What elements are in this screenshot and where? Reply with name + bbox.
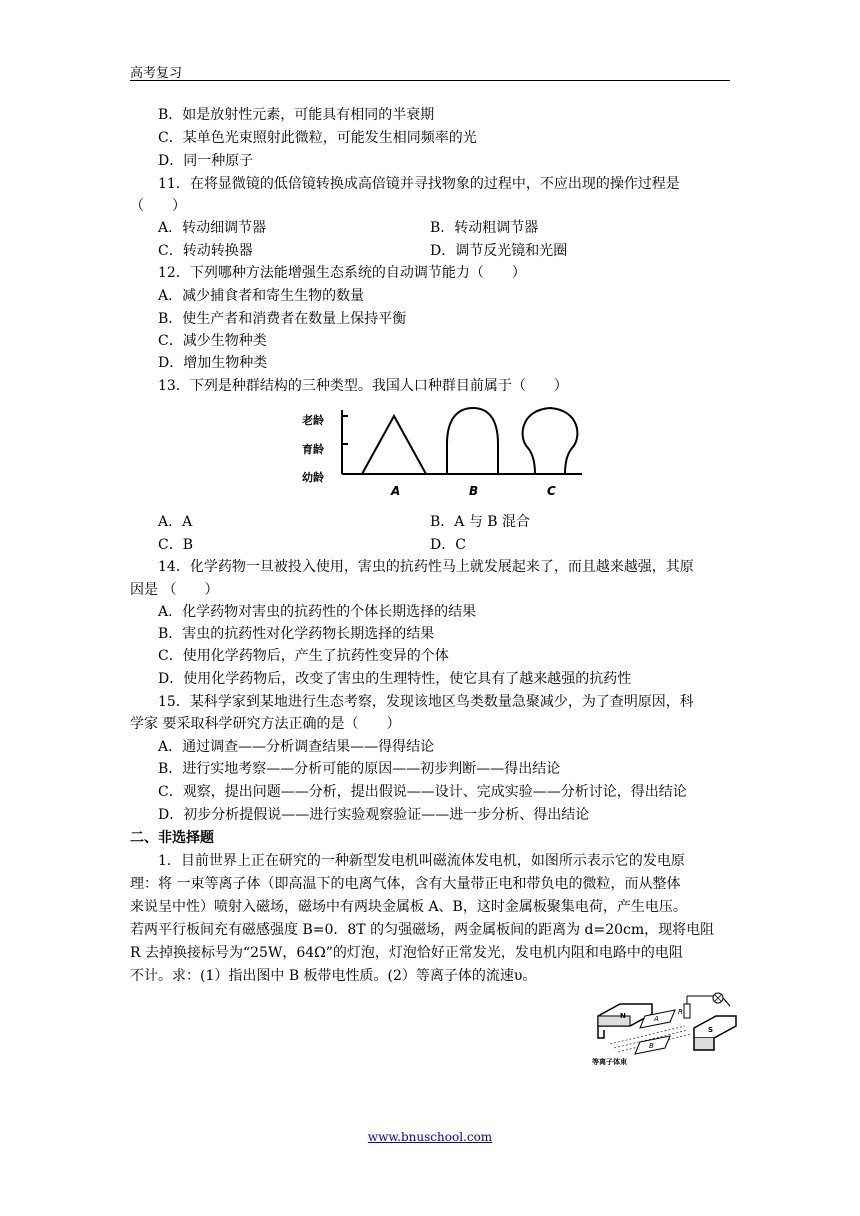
q12-option-a: A．减少捕食者和寄生生物的数量 xyxy=(158,288,365,304)
footer-link[interactable]: www.bnuschool.com xyxy=(367,1130,493,1144)
problem1-line1: 1．目前世界上正在研究的一种新型发电机叫磁流体发电机，如图所示表示它的发电原 xyxy=(158,853,685,869)
q11-option-a: A．转动细调节器 xyxy=(158,220,267,236)
q10-option-d: D．同一种原子 xyxy=(158,153,254,169)
q12-option-d: D．增加生物种类 xyxy=(158,355,268,371)
q13-option-a: A．A xyxy=(158,514,193,530)
q15-option-a: A．通过调查——分析调查结果——得得结论 xyxy=(158,739,435,755)
q14-option-c: C．使用化学药物后，产生了抗药性变异的个体 xyxy=(158,648,449,664)
shape-c-urn xyxy=(523,408,578,474)
shape-b-bell xyxy=(447,408,498,474)
q11-option-c: C．转动转换器 xyxy=(158,243,253,259)
q14-stem-cont: 因是 （ ） xyxy=(130,582,219,598)
shape-label-c: C xyxy=(547,484,556,498)
q15-option-d: D．初步分析提假说——进行实验观察验证——进一步分析、得出结论 xyxy=(158,807,590,823)
q12-stem: 12．下列哪种方法能增强生态系统的自动调节能力（ ） xyxy=(158,265,526,281)
y-label-young: 幼龄 xyxy=(302,471,324,484)
label-b: B xyxy=(649,1042,654,1050)
shape-label-b: B xyxy=(469,484,479,498)
q13-option-b: B．A 与 B 混合 xyxy=(430,514,531,530)
page-header: 高考复习 xyxy=(130,66,183,81)
label-a: A xyxy=(654,1015,659,1023)
y-label-old: 老龄 xyxy=(302,414,324,427)
q12-option-b: B．使生产者和消费者在数量上保持平衡 xyxy=(158,311,407,327)
label-r: R xyxy=(678,1008,683,1016)
q13-option-c: C．B xyxy=(158,537,193,553)
label-plasma-beam: 等离子体束 xyxy=(592,1058,627,1066)
problem1-line6: 不计。求：(1）指出图中 B 板带电性质。(2）等离子体的流速υ。 xyxy=(130,968,537,984)
mhd-generator-figure xyxy=(590,986,740,1068)
q14-stem: 14．化学药物一旦被投入使用，害虫的抗药性马上就发展起来了，而且越来越强，其原 xyxy=(158,559,694,575)
q10-option-c: C．某单色光束照射此微粒，可能发生相同频率的光 xyxy=(158,130,477,146)
header-rule xyxy=(130,80,730,81)
q11-stem-cont: （ ） xyxy=(130,198,186,214)
q14-option-d: D．使用化学药物后，改变了害虫的生理特性，使它具有了越来越强的抗药性 xyxy=(158,671,632,687)
q11-stem: 11．在将显微镜的低倍镜转换成高倍镜并寻找物象的过程中，不应出现的操作过程是 xyxy=(158,176,680,192)
problem1-line3: 来说呈中性）喷射入磁场，磁场中有两块金属板 A、B，这时金属板聚集电荷，产生电压。 xyxy=(130,899,687,915)
problem1-line2: 理：将 一束等离子体（即高温下的电离气体，含有大量带正电和带负电的微粒，而从整体 xyxy=(130,876,681,892)
q11-option-d: D．调节反光镜和光圈 xyxy=(430,243,568,259)
problem1-line4: 若两平行板间充有磁感强度 B=0．8T 的匀强磁场，两金属板间的距离为 d=20cm，现将电阻 xyxy=(130,922,715,938)
q12-option-c: C．减少生物种类 xyxy=(158,333,267,349)
label-s: S xyxy=(708,1026,714,1034)
problem1-line5: R 去掉换接标号为“25W，64Ω”的灯泡，灯泡恰好正常发光，发电机内阻和电路中的电阻 xyxy=(130,945,683,961)
q15-option-b: B．进行实地考察——分析可能的原因——初步判断——得出结论 xyxy=(158,761,561,777)
q15-option-c: C．观察，提出问题——分析，提出假说——设计、完成实验——分析讨论，得出结论 xyxy=(158,784,687,800)
q13-stem: 13．下列是种群结构的三种类型。我国人口种群目前属于（ ） xyxy=(158,378,568,394)
q11-option-b: B．转动粗调节器 xyxy=(430,220,539,236)
shape-a-triangle xyxy=(362,416,426,474)
q14-option-b: B．害虫的抗药性对化学药物长期选择的结果 xyxy=(158,626,435,642)
y-label-reproductive: 育龄 xyxy=(302,443,324,456)
label-n: N xyxy=(620,1012,626,1020)
q15-stem-cont: 学家 要采取科学研究方法正确的是（ ） xyxy=(130,716,401,732)
q10-option-b: B．如是放射性元素，可能具有相同的半衰期 xyxy=(158,107,435,123)
section-heading-non-choice: 二、非选择题 xyxy=(130,830,214,846)
shape-label-a: A xyxy=(391,484,401,498)
population-structure-figure xyxy=(300,402,585,500)
q14-option-a: A．化学药物对害虫的抗药性的个体长期选择的结果 xyxy=(158,604,477,620)
q15-stem: 15．某科学家到某地进行生态考察，发现该地区鸟类数量急聚减少，为了查明原因，科 xyxy=(158,694,694,710)
q13-option-d: D．C xyxy=(430,537,466,553)
